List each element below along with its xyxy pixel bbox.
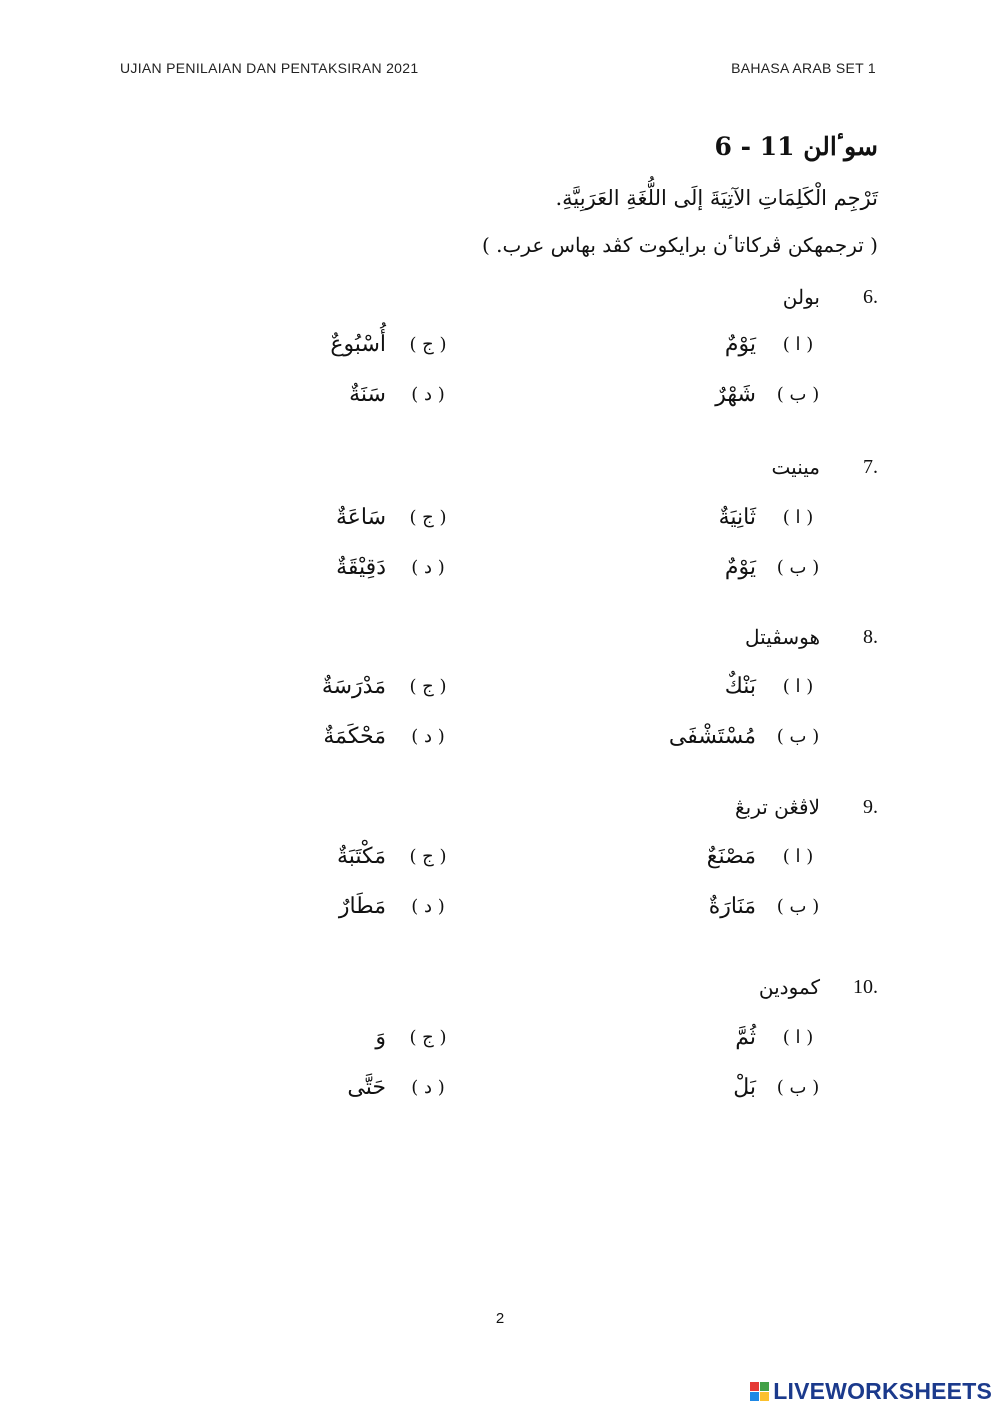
- option-text: ثُمَّ: [735, 1024, 756, 1050]
- q8-option-b[interactable]: [669, 718, 826, 754]
- question-7: [772, 451, 878, 483]
- question-word: كمودين: [758, 975, 820, 999]
- logo-square-blue: [750, 1392, 759, 1401]
- option-text: بَلْ: [733, 1074, 756, 1100]
- option-text: مَطَارٌ: [338, 893, 386, 919]
- question-word: لاڤڠن تربڠ: [734, 795, 820, 819]
- option-letter: ( ا ): [782, 506, 814, 528]
- option-letter: ( ب ): [776, 556, 820, 578]
- section-title: سوٴالن 11 - 6: [714, 132, 878, 161]
- question-9: [735, 791, 878, 823]
- option-letter: ( ا ): [782, 845, 814, 867]
- header-subject: BAHASA ARAB SET 1: [731, 60, 876, 76]
- question-number: 6.: [863, 285, 878, 308]
- liveworksheets-wordmark: LIVEWORKSHEETS: [773, 1378, 992, 1404]
- option-text: مُسْتَشْفَى: [668, 723, 756, 749]
- liveworksheets-watermark[interactable]: [750, 1378, 992, 1405]
- q9-option-d[interactable]: [339, 888, 456, 924]
- question-number: 10.: [853, 975, 878, 998]
- option-letter: ( د ): [411, 1076, 445, 1098]
- option-text: يَوْمٌ: [724, 331, 756, 357]
- option-letter: ( د ): [411, 556, 445, 578]
- option-letter: ( د ): [411, 895, 445, 917]
- option-text: مَحْكَمَةٌ: [323, 723, 386, 749]
- question-number: 8.: [863, 625, 878, 648]
- option-text: وَ: [375, 1024, 386, 1050]
- question-word: مينيت: [771, 455, 820, 479]
- q10-option-b[interactable]: [733, 1069, 826, 1105]
- question-word: بولن: [782, 285, 820, 309]
- option-text: مَصْنَعٌ: [706, 843, 756, 869]
- logo-square-red: [750, 1382, 759, 1391]
- logo-square-green: [760, 1382, 769, 1391]
- option-letter: ( ج ): [409, 1026, 447, 1048]
- q9-option-a[interactable]: [707, 838, 826, 874]
- question-number: 7.: [863, 455, 878, 478]
- q10-option-c[interactable]: [375, 1019, 456, 1055]
- option-letter: ( ب ): [776, 1076, 820, 1098]
- option-letter: ( ج ): [409, 675, 447, 697]
- option-text: مَنَارَةٌ: [708, 893, 756, 919]
- question-8: [745, 621, 878, 653]
- instruction-jawi: ( ترجمهكن ڤركاتاٴن برايكوت كڤد بهاس عرب. ): [481, 233, 878, 257]
- q7-option-a[interactable]: [719, 499, 826, 535]
- option-text: شَهْرٌ: [715, 381, 756, 407]
- q7-option-b[interactable]: [725, 549, 826, 585]
- question-10: [759, 971, 878, 1003]
- q9-option-c[interactable]: [337, 838, 456, 874]
- option-letter: ( ج ): [409, 845, 447, 867]
- q7-option-d[interactable]: [336, 549, 456, 585]
- option-letter: ( د ): [411, 383, 445, 405]
- option-letter: ( ا ): [782, 333, 814, 355]
- q9-option-b[interactable]: [709, 888, 826, 924]
- option-letter: ( د ): [411, 725, 445, 747]
- q8-option-d[interactable]: [323, 718, 456, 754]
- option-text: مَكْتَبَةٌ: [336, 843, 386, 869]
- option-text: سَاعَةٌ: [335, 504, 386, 530]
- q10-option-a[interactable]: [735, 1019, 826, 1055]
- option-letter: ( ج ): [409, 333, 447, 355]
- question-number: 9.: [863, 795, 878, 818]
- option-text: حَتَّى: [347, 1074, 386, 1100]
- option-text: بَنْكٌ: [724, 673, 756, 699]
- q6-option-d[interactable]: [349, 376, 456, 412]
- option-text: أُسْبُوعٌ: [330, 331, 386, 357]
- option-letter: ( ا ): [782, 1026, 814, 1048]
- q10-option-d[interactable]: [347, 1069, 456, 1105]
- option-letter: ( ب ): [776, 383, 820, 405]
- option-text: دَقِيْقَةٌ: [336, 554, 386, 580]
- q6-option-a[interactable]: [725, 326, 826, 362]
- q8-option-a[interactable]: [725, 668, 826, 704]
- option-text: مَدْرَسَةٌ: [321, 673, 386, 699]
- logo-square-yellow: [760, 1392, 769, 1401]
- q7-option-c[interactable]: [336, 499, 456, 535]
- q6-option-b[interactable]: [715, 376, 826, 412]
- option-letter: ( ب ): [776, 725, 820, 747]
- q8-option-c[interactable]: [322, 668, 456, 704]
- option-text: سَنَةٌ: [349, 381, 386, 407]
- instruction-arabic: تَرْجِم الْكَلِمَاتِ الآتِيَةَ إلَى اللُّغَةِ العَرَبِيَّةِ.: [555, 186, 878, 210]
- option-text: يَوْمٌ: [724, 554, 756, 580]
- question-6: [783, 281, 878, 313]
- header-exam-title: UJIAN PENILAIAN DAN PENTAKSIRAN 2021: [120, 60, 419, 76]
- question-word: هوسڤيتل: [745, 625, 820, 649]
- option-letter: ( ب ): [776, 895, 820, 917]
- option-letter: ( ا ): [782, 675, 814, 697]
- liveworksheets-logo-icon: [750, 1382, 769, 1401]
- option-letter: ( ج ): [409, 506, 447, 528]
- q6-option-c[interactable]: [330, 326, 456, 362]
- page-number: 2: [495, 1310, 505, 1327]
- option-text: ثَانِيَةٌ: [718, 504, 756, 530]
